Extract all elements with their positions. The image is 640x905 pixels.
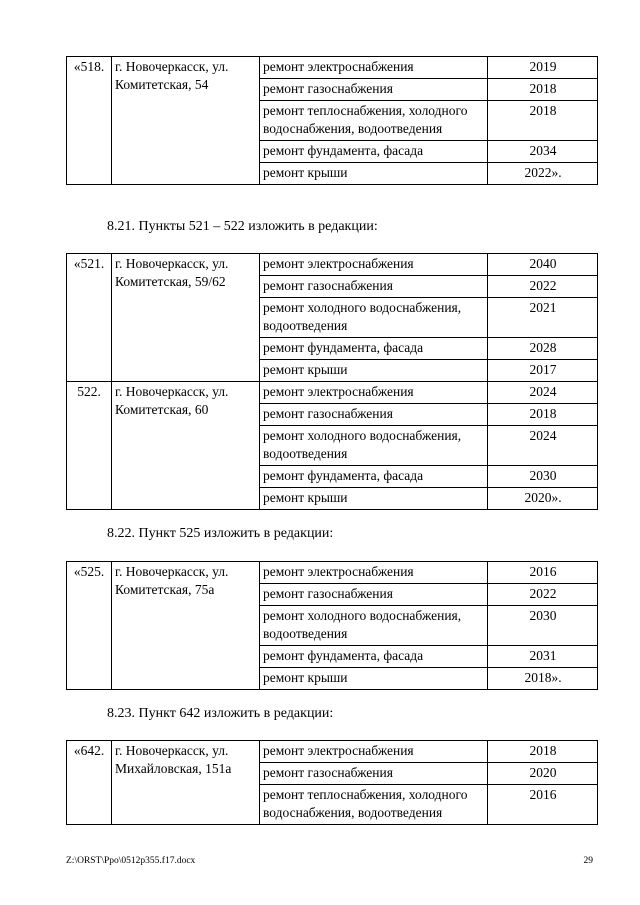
work-cell: ремонт электроснабжения xyxy=(260,57,488,79)
work-cell: ремонт газоснабжения xyxy=(260,763,488,785)
year-cell: 2018 xyxy=(488,79,598,101)
footer-file-path: Z:\ORST\Ppo\0512p355.f17.docx xyxy=(66,856,196,866)
table-row xyxy=(67,254,598,276)
table-item-642 xyxy=(66,740,598,825)
item-number: «518. xyxy=(67,57,112,185)
work-cell: ремонт фундамента, фасада xyxy=(260,466,488,488)
work-cell: ремонт фундамента, фасада xyxy=(260,338,488,360)
table-item-518 xyxy=(66,56,598,185)
year-cell: 2020 xyxy=(488,763,598,785)
work-cell: ремонт электроснабжения xyxy=(260,254,488,276)
year-cell: 2017 xyxy=(488,360,598,382)
work-cell: ремонт фундамента, фасада xyxy=(260,141,488,163)
year-cell: 2034 xyxy=(488,141,598,163)
work-cell: ремонт газоснабжения xyxy=(260,79,488,101)
year-cell: 2031 xyxy=(488,646,598,668)
table-row xyxy=(67,562,598,584)
work-cell: ремонт электроснабжения xyxy=(260,562,488,584)
work-cell: ремонт газоснабжения xyxy=(260,276,488,298)
year-cell: 2022». xyxy=(488,163,598,185)
item-number: «521. xyxy=(67,254,112,382)
year-cell: 2020». xyxy=(488,488,598,510)
section-heading-8-23: 8.23. Пункт 642 изложить в редакции: xyxy=(107,706,334,721)
item-number: 522. xyxy=(67,382,112,510)
work-cell: ремонт крыши xyxy=(260,668,488,690)
work-cell: ремонт электроснабжения xyxy=(260,382,488,404)
section-heading-8-22: 8.22. Пункт 525 изложить в редакции: xyxy=(107,526,334,541)
work-cell: ремонт фундамента, фасада xyxy=(260,646,488,668)
work-cell: ремонт холодного водоснабжения, водоотведения xyxy=(260,606,488,646)
table-row xyxy=(67,741,598,763)
address-cell: г. Новочеркасск, ул. Комитетская, 75а xyxy=(112,562,260,690)
year-cell: 2024 xyxy=(488,382,598,404)
footer-page-number: 29 xyxy=(583,856,593,866)
address-cell: г. Новочеркасск, ул. Комитетская, 59/62 xyxy=(112,254,260,382)
table-items-521-522 xyxy=(66,253,598,510)
work-cell: ремонт крыши xyxy=(260,488,488,510)
year-cell: 2018». xyxy=(488,668,598,690)
year-cell: 2028 xyxy=(488,338,598,360)
work-cell: ремонт газоснабжения xyxy=(260,584,488,606)
year-cell: 2024 xyxy=(488,426,598,466)
table-item-525 xyxy=(66,561,598,690)
work-cell: ремонт теплоснабжения, холодного водоснабжения, водоотведения xyxy=(260,101,488,141)
year-cell: 2019 xyxy=(488,57,598,79)
year-cell: 2022 xyxy=(488,276,598,298)
work-cell: ремонт электроснабжения xyxy=(260,741,488,763)
work-cell: ремонт теплоснабжения, холодного водоснабжения, водоотведения xyxy=(260,785,488,825)
table-row xyxy=(67,382,598,404)
year-cell: 2040 xyxy=(488,254,598,276)
address-cell: г. Новочеркасск, ул. Михайловская, 151а xyxy=(112,741,260,825)
year-cell: 2016 xyxy=(488,785,598,825)
work-cell: ремонт холодного водоснабжения, водоотведения xyxy=(260,426,488,466)
year-cell: 2018 xyxy=(488,404,598,426)
year-cell: 2018 xyxy=(488,101,598,141)
item-number: «525. xyxy=(67,562,112,690)
work-cell: ремонт холодного водоснабжения, водоотведения xyxy=(260,298,488,338)
year-cell: 2030 xyxy=(488,606,598,646)
year-cell: 2022 xyxy=(488,584,598,606)
work-cell: ремонт газоснабжения xyxy=(260,404,488,426)
address-cell: г. Новочеркасск, ул. Комитетская, 60 xyxy=(112,382,260,510)
year-cell: 2021 xyxy=(488,298,598,338)
table-row xyxy=(67,57,598,79)
address-cell: г. Новочеркасск, ул. Комитетская, 54 xyxy=(112,57,260,185)
work-cell: ремонт крыши xyxy=(260,163,488,185)
section-heading-8-21: 8.21. Пункты 521 – 522 изложить в редакции: xyxy=(107,219,378,234)
work-cell: ремонт крыши xyxy=(260,360,488,382)
year-cell: 2016 xyxy=(488,562,598,584)
item-number: «642. xyxy=(67,741,112,825)
year-cell: 2030 xyxy=(488,466,598,488)
year-cell: 2018 xyxy=(488,741,598,763)
